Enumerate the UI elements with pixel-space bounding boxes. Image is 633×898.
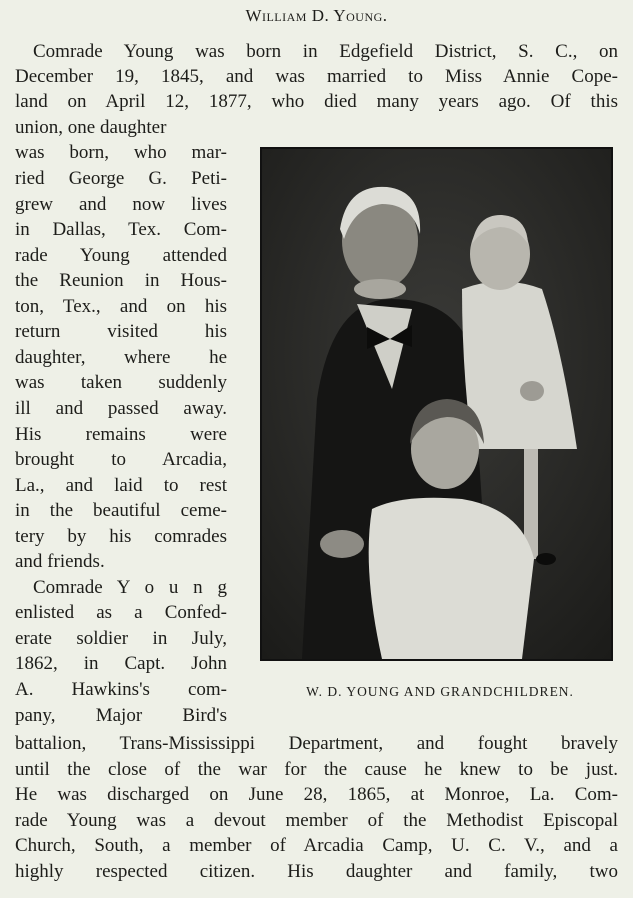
text-line: ton, Tex., and on his — [15, 296, 227, 317]
text-line: ried George G. Peti- — [15, 168, 227, 189]
text-line: Comrade Y o u n g — [33, 577, 227, 598]
text-line: and friends. — [15, 551, 105, 572]
text-line: His remains were — [15, 424, 227, 445]
text-line: the Reunion in Hous- — [15, 270, 227, 291]
text-line: erate soldier in July, — [15, 628, 227, 649]
text-line: tery by his comrades — [15, 526, 227, 547]
text-line: until the close of the war for the cause he knew to be just. — [15, 759, 618, 780]
text-line: daughter, where he — [15, 347, 227, 368]
text-line: pany, Major Bird's — [15, 705, 227, 726]
text-line: enlisted as a Confed- — [15, 602, 227, 623]
text-line: rade Young was a devout member of the Methodist Episcopal — [15, 810, 618, 831]
text-line: was taken suddenly — [15, 372, 227, 393]
text-line: in Dallas, Tex. Com- — [15, 219, 227, 240]
text-line: union, one daughter — [15, 117, 167, 138]
text-line: La., and laid to rest — [15, 475, 227, 496]
text-line: brought to Arcadia, — [15, 449, 227, 470]
text-line: grew and now lives — [15, 194, 227, 215]
text-line: ill and passed away. — [15, 398, 227, 419]
portrait-photo — [260, 147, 613, 661]
text-line: He was discharged on June 28, 1865, at Monroe, La. Com- — [15, 784, 618, 805]
text-line: 1862, in Capt. John — [15, 653, 227, 674]
text-line: battalion, Trans-Mississippi Department, and fought bravely — [15, 733, 618, 754]
text-line: December 19, 1845, and was married to Miss Annie Cope- — [15, 66, 618, 87]
text-line: A. Hawkins's com- — [15, 679, 227, 700]
text-line: in the beautiful ceme- — [15, 500, 227, 521]
text-line: return visited his — [15, 321, 227, 342]
photo-caption: W. D. YOUNG AND GRANDCHILDREN. — [306, 684, 574, 699]
text-line: Church, South, a member of Arcadia Camp, U. C. V., and a — [15, 835, 618, 856]
article-title: William D. Young. — [245, 6, 388, 25]
text-line: Comrade Young was born in Edgefield District, S. C., on — [33, 41, 618, 62]
text-line: land on April 12, 1877, who died many years ago. Of this — [15, 91, 618, 112]
text-line: rade Young attended — [15, 245, 227, 266]
portrait-image — [262, 149, 611, 659]
text-line: highly respected citizen. His daughter and family, two — [15, 861, 618, 882]
text-line: was born, who mar- — [15, 142, 227, 163]
